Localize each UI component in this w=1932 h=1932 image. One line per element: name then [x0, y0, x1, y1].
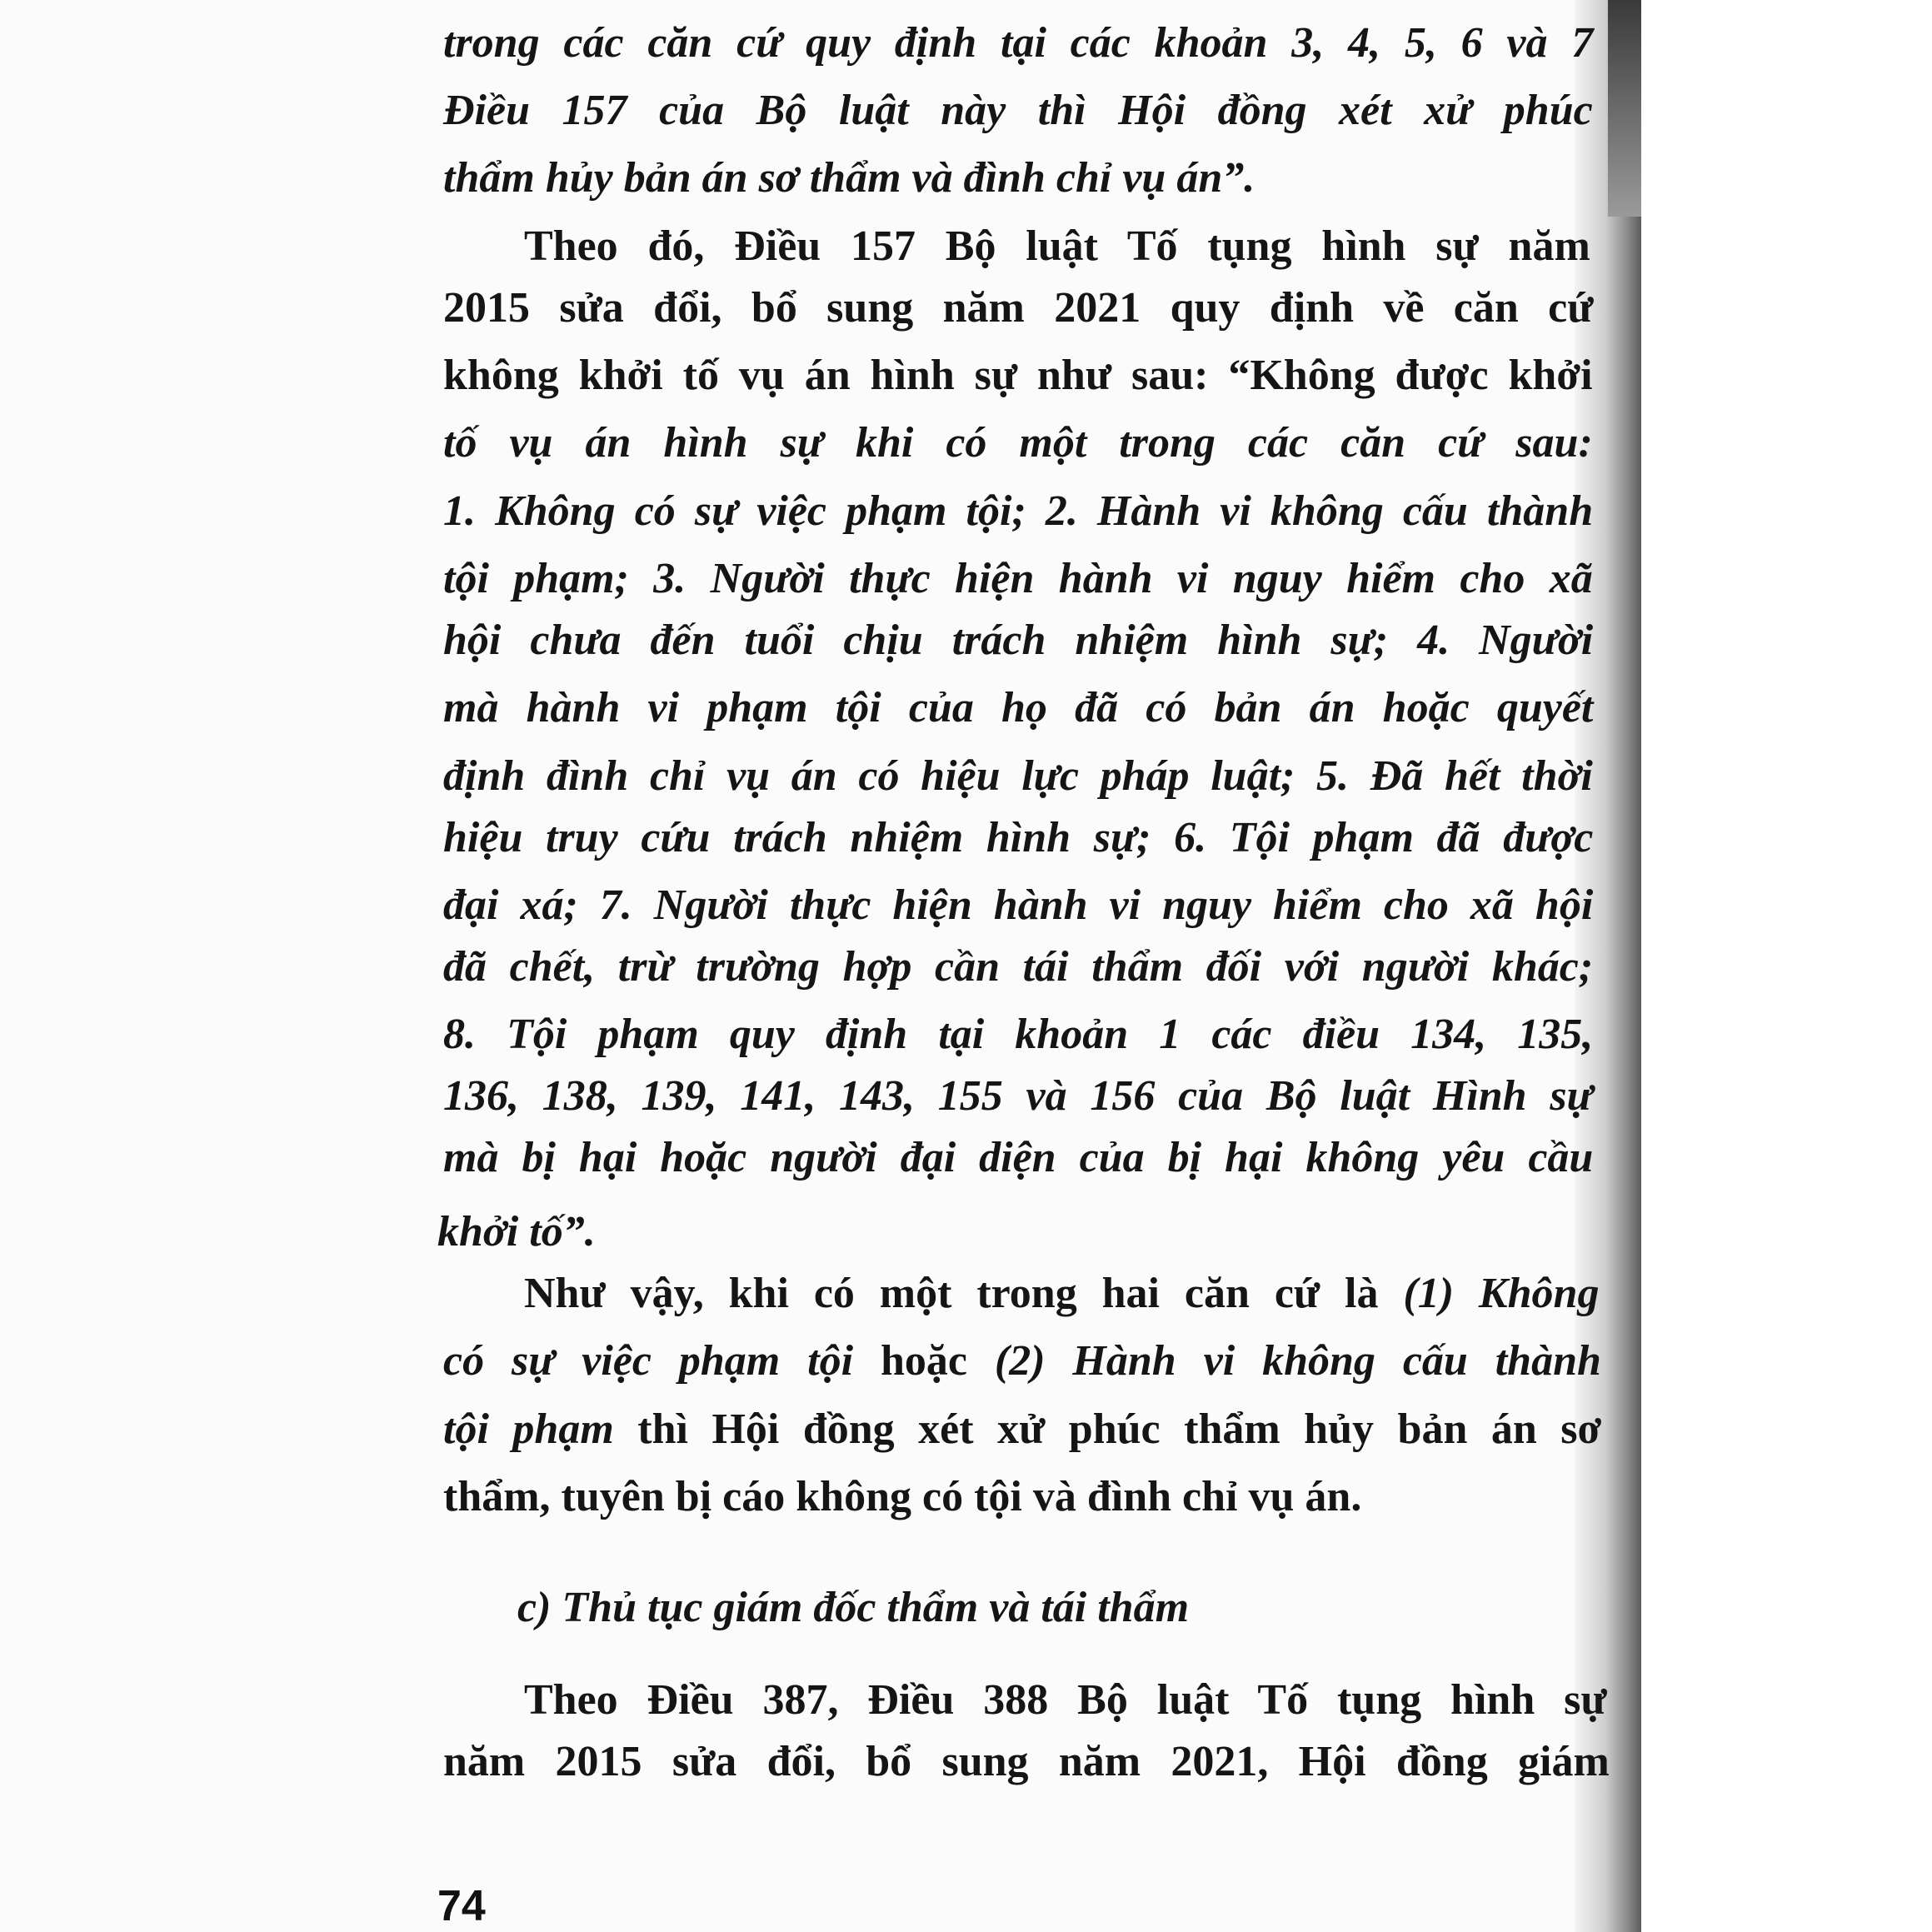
text-line — [443, 683, 1593, 733]
text-line — [443, 1133, 1593, 1183]
text-line — [443, 1010, 1593, 1060]
page-edge-dark — [1608, 0, 1641, 217]
text-line — [443, 554, 1593, 604]
text-segment-italic: (1) Không — [1403, 1270, 1600, 1317]
text-segment-italic: (2) Hành vi không cấu thành — [994, 1337, 1601, 1385]
text-segment: mà hành vi phạm tội của họ đã có bản án hoặc quyết — [443, 684, 1594, 731]
text-segment: Như vậy, khi có một trong hai căn cứ là — [524, 1270, 1404, 1317]
text-line — [437, 1207, 596, 1257]
text-segment: năm 2015 sửa đổi, bổ sung năm 2021, Hội đồng giám — [443, 1738, 1610, 1785]
text-line — [524, 1269, 1599, 1319]
section-heading — [517, 1583, 1189, 1633]
text-line — [443, 1071, 1593, 1121]
text-segment: Theo đó, Điều 157 Bộ luật Tố tụng hình sự năm — [524, 222, 1590, 270]
text-segment-italic: có sự việc phạm tội — [443, 1337, 854, 1385]
text-line — [443, 418, 1593, 468]
text-segment: mà bị hại hoặc người đại diện của bị hại không yêu cầu — [443, 1134, 1594, 1181]
text-segment: thẩm hủy bản án sơ thẩm và đình chỉ vụ án”. — [443, 154, 1256, 202]
text-segment: hiệu truy cứu trách nhiệm hình sự; 6. Tội phạm đã được — [443, 814, 1594, 861]
text-segment: hội chưa đến tuổi chịu trách nhiệm hình sự; 4. Người — [443, 617, 1594, 664]
text-line — [443, 881, 1593, 931]
text-segment: đại xá; 7. Người thực hiện hành vi nguy hiểm cho xã hội — [443, 881, 1594, 929]
text-line — [443, 1336, 1601, 1386]
text-line — [443, 616, 1593, 666]
text-line — [443, 751, 1593, 801]
text-segment: khởi tố”. — [437, 1208, 596, 1256]
text-segment: 1. Không có sự việc phạm tội; 2. Hành vi không cấu thành — [443, 487, 1594, 535]
text-line — [443, 351, 1593, 401]
text-segment: 8. Tội phạm quy định tại khoản 1 các điều 134, 135, — [443, 1011, 1594, 1058]
text-line — [443, 18, 1593, 68]
text-line — [443, 86, 1593, 136]
text-line — [443, 1405, 1601, 1455]
text-segment-italic: tội phạm — [443, 1405, 614, 1453]
text-segment: 136, 138, 139, 141, 143, 155 và 156 của Bộ luật Hình sự — [443, 1072, 1593, 1120]
text-line — [524, 222, 1590, 272]
page-number: 74 — [437, 1882, 486, 1930]
text-line — [443, 487, 1593, 537]
text-line — [443, 942, 1593, 992]
text-line — [443, 813, 1593, 863]
text-segment: không khởi tố vụ án hình sự như sau: “Không được khởi — [443, 352, 1593, 399]
text-segment: 2015 sửa đổi, bổ sung năm 2021 quy định về căn cứ — [443, 284, 1594, 332]
text-segment: định đình chỉ vụ án có hiệu lực pháp luật; 5. Đã hết thời — [443, 752, 1593, 800]
text-segment: Theo Điều 387, Điều 388 Bộ luật Tố tụng hình sự — [524, 1676, 1607, 1724]
text-line — [443, 1737, 1610, 1787]
text-segment: Điều 157 của Bộ luật này thì Hội đồng xét xử phúc — [443, 87, 1593, 134]
text-segment: đã chết, trừ trường hợp cần tái thẩm đối với người khác; — [443, 943, 1594, 991]
text-segment: trong các căn cứ quy định tại các khoản 3, 4, 5, 6 và 7 — [443, 19, 1594, 67]
text-segment: tội phạm; 3. Người thực hiện hành vi nguy hiểm cho xã — [443, 555, 1593, 602]
text-segment: thẩm, tuyên bị cáo không có tội và đình chỉ vụ án. — [443, 1473, 1362, 1520]
text-line — [443, 283, 1593, 333]
text-segment: thì Hội đồng xét xử phúc thẩm hủy bản án sơ — [613, 1405, 1602, 1453]
text-line — [443, 153, 1255, 203]
text-segment: c) Thủ tục giám đốc thẩm và tái thẩm — [517, 1584, 1190, 1631]
text-line — [524, 1675, 1607, 1725]
text-segment: hoặc — [853, 1337, 995, 1385]
text-line — [443, 1472, 1361, 1522]
text-segment: tố vụ án hình sự khi có một trong các căn cứ sau: — [443, 419, 1593, 467]
